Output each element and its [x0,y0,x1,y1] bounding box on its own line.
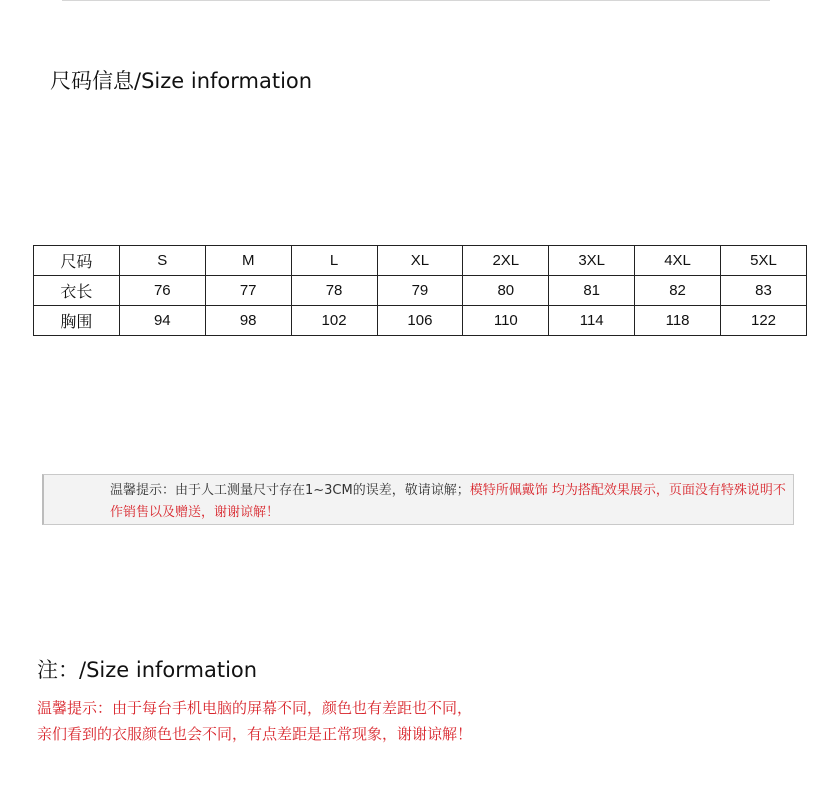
table-cell: 76 [119,276,205,306]
table-cell: 98 [205,306,291,336]
color-disclaimer-line-2: 亲们看到的衣服颜色也会不同，有点差距是正常现象，谢谢谅解！ [37,725,473,743]
measurement-notice-box [42,474,794,525]
notice-red-text: 模特所佩戴饰 均为搭配效果展示，页面没有特殊说明不作销售以及赠送，谢谢谅解！ [110,483,786,520]
table-cell: 110 [463,306,549,336]
table-cell: 82 [635,276,721,306]
table-cell: 83 [721,276,807,306]
table-header-row [34,246,807,276]
table-cell: 102 [291,306,377,336]
table-cell: 77 [205,276,291,306]
size-cell-s: S [119,246,205,276]
table-cell: 81 [549,276,635,306]
table-cell: 114 [549,306,635,336]
table-row-chest [34,306,807,336]
size-cell-4xl: 4XL [635,246,721,276]
size-cell-m: M [205,246,291,276]
length-label-cell: 衣长 [34,276,120,306]
note-title: 注：/Size information [37,658,258,682]
table-cell: 78 [291,276,377,306]
table-cell: 79 [377,276,463,306]
notice-gray-text: 温馨提示：由于人工测量尺寸存在1~3CM的误差，敬请谅解； [110,483,470,498]
table-cell: 80 [463,276,549,306]
measurement-notice-text [110,480,794,524]
table-cell: 118 [635,306,721,336]
size-label-cell: 尺码 [34,246,120,276]
size-cell-xl: XL [377,246,463,276]
size-cell-3xl: 3XL [549,246,635,276]
top-divider [62,0,770,1]
size-cell-2xl: 2XL [463,246,549,276]
size-cell-l: L [291,246,377,276]
size-table [33,245,807,336]
page-title: 尺码信息/Size information [50,69,313,93]
chest-label-cell: 胸围 [34,306,120,336]
table-cell: 122 [721,306,807,336]
table-cell: 106 [377,306,463,336]
table-cell: 94 [119,306,205,336]
color-disclaimer-line-1: 温馨提示：由于每台手机电脑的屏幕不同，颜色也有差距也不同， [37,699,473,717]
size-cell-5xl: 5XL [721,246,807,276]
table-row-length [34,276,807,306]
